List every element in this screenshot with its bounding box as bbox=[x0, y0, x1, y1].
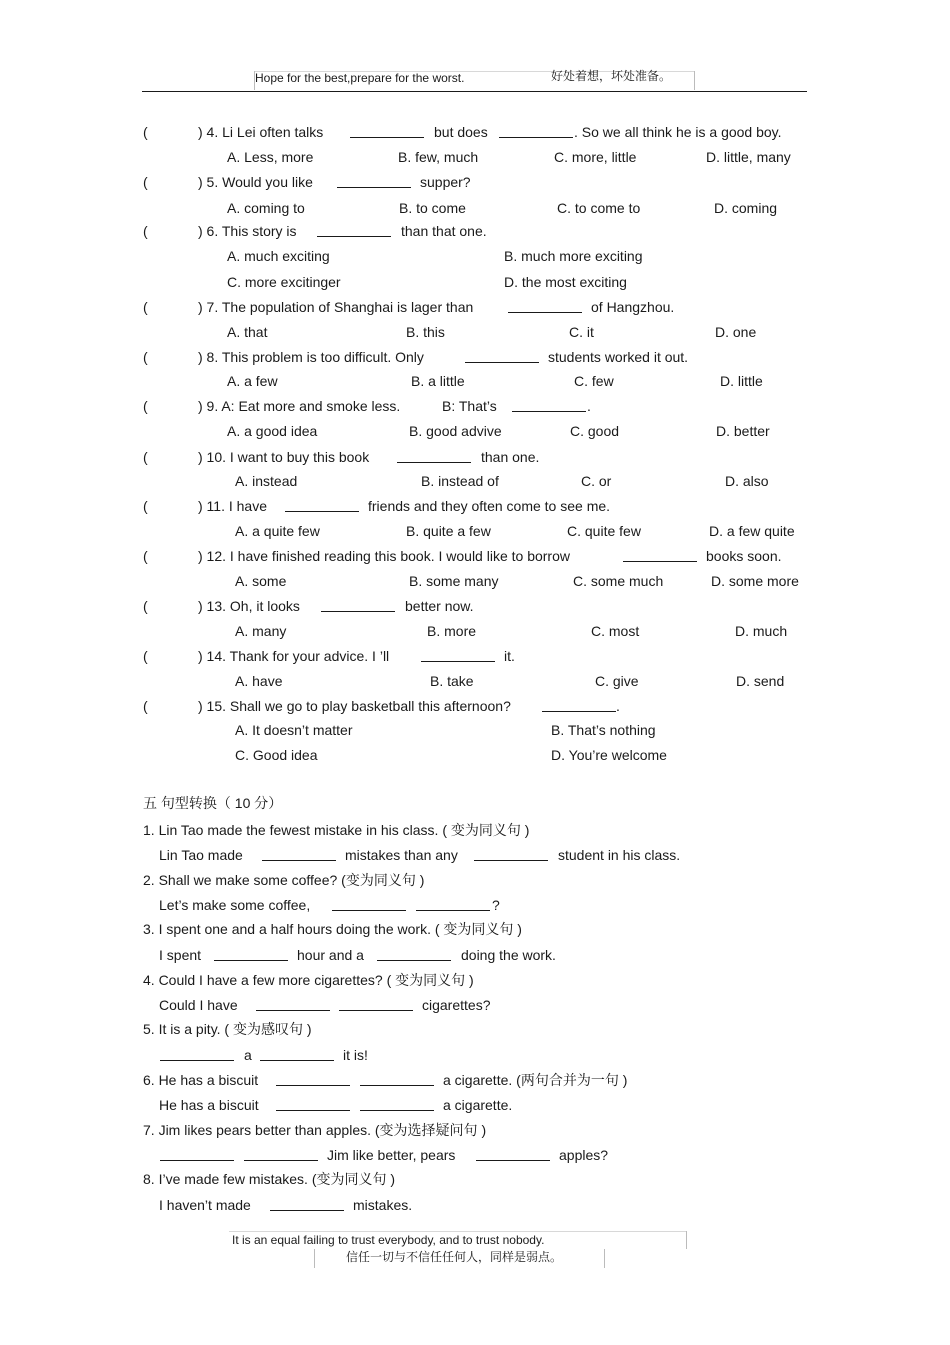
blank[interactable] bbox=[244, 1148, 318, 1161]
option-b: B. this bbox=[406, 324, 445, 340]
option-a: A. some bbox=[235, 573, 287, 589]
blank[interactable] bbox=[360, 1073, 434, 1086]
question-text: ) 14. Thank for your advice. I ’ll bbox=[198, 648, 390, 664]
transform-answer-text: a cigarette. bbox=[443, 1097, 513, 1113]
blank[interactable] bbox=[160, 1148, 234, 1161]
option-b: B. some many bbox=[409, 573, 499, 589]
question-text-end: than that one. bbox=[401, 223, 487, 239]
blank[interactable] bbox=[276, 1073, 350, 1086]
option-b: B. much more exciting bbox=[504, 248, 643, 264]
option-d: D. You’re welcome bbox=[551, 747, 667, 763]
question-text: ) 5. Would you like bbox=[198, 174, 313, 190]
answer-paren[interactable]: ( bbox=[143, 124, 148, 140]
footer-box-left bbox=[314, 1249, 315, 1268]
option-d: D. the most exciting bbox=[504, 274, 627, 290]
option-b: B. a little bbox=[411, 373, 465, 389]
transform-question: 6. He has a biscuit bbox=[143, 1072, 259, 1088]
blank[interactable] bbox=[465, 350, 539, 363]
answer-paren[interactable]: ( bbox=[143, 698, 148, 714]
blank[interactable] bbox=[214, 948, 288, 961]
footer-box-top bbox=[229, 1231, 687, 1232]
blank[interactable] bbox=[321, 599, 395, 612]
blank[interactable] bbox=[421, 649, 495, 662]
answer-paren[interactable]: ( bbox=[143, 548, 148, 564]
option-a: A. a good idea bbox=[227, 423, 318, 439]
transform-answer-text: student in his class. bbox=[558, 847, 681, 863]
header-english: Hope for the best,prepare for the worst. bbox=[255, 71, 465, 85]
blank[interactable] bbox=[499, 125, 573, 138]
transform-question: 7. Jim likes pears better than apples. (变为选择疑问句 ) bbox=[143, 1122, 487, 1138]
option-c: C. Good idea bbox=[235, 747, 318, 763]
blank[interactable] bbox=[508, 300, 582, 313]
option-a: A. many bbox=[235, 623, 287, 639]
option-b: B. quite a few bbox=[406, 523, 491, 539]
question-text-end: friends and they often come to see me. bbox=[368, 498, 611, 514]
transform-answer-text: Jim like better, pears bbox=[327, 1147, 456, 1163]
question-text: ) 4. Li Lei often talks bbox=[198, 124, 324, 140]
footer-chinese: 信任一切与不信任任何人，同样是弱点。 bbox=[346, 1250, 563, 1264]
transform-question: 3. I spent one and a half hours doing the work. ( 变为同义句 ) bbox=[143, 921, 522, 937]
option-c: C. it bbox=[569, 324, 594, 340]
question-text-end: . bbox=[616, 698, 620, 714]
question-text-end: than one. bbox=[481, 449, 540, 465]
question-text-end: supper? bbox=[420, 174, 471, 190]
blank[interactable] bbox=[262, 848, 336, 861]
blank[interactable] bbox=[360, 1098, 434, 1111]
option-a: A. much exciting bbox=[227, 248, 330, 264]
transform-question: 4. Could I have a few more cigarettes? ( 变为同义句 ) bbox=[143, 972, 474, 988]
transform-answer-text: mistakes than any bbox=[345, 847, 458, 863]
question-text-end: students worked it out. bbox=[548, 349, 689, 365]
question-text-end: of Hangzhou. bbox=[591, 299, 675, 315]
answer-paren[interactable]: ( bbox=[143, 449, 148, 465]
option-d: D. little bbox=[720, 373, 763, 389]
transform-answer-text: it is! bbox=[343, 1047, 368, 1063]
answer-paren[interactable]: ( bbox=[143, 598, 148, 614]
option-c: C. some much bbox=[573, 573, 664, 589]
answer-paren[interactable]: ( bbox=[143, 398, 148, 414]
blank[interactable] bbox=[350, 125, 424, 138]
blank[interactable] bbox=[377, 948, 451, 961]
option-d: D. a few quite bbox=[709, 523, 795, 539]
option-d: D. also bbox=[725, 473, 769, 489]
option-b: B. to come bbox=[399, 200, 466, 216]
blank[interactable] bbox=[160, 1048, 234, 1061]
option-a: A. that bbox=[227, 324, 268, 340]
question-text: ) 6. This story is bbox=[198, 223, 297, 239]
transform-answer-text: apples? bbox=[559, 1147, 609, 1163]
footer-box-right-2 bbox=[604, 1249, 605, 1268]
option-c: C. quite few bbox=[567, 523, 641, 539]
blank[interactable] bbox=[397, 450, 471, 463]
option-a: A. coming to bbox=[227, 200, 305, 216]
option-c: C. give bbox=[595, 673, 639, 689]
option-d: D. send bbox=[736, 673, 785, 689]
footer-english: It is an equal failing to trust everybody, and to trust nobody. bbox=[232, 1233, 545, 1247]
question-text: ) 9. A: Eat more and smoke less. bbox=[198, 398, 401, 414]
transform-answer-text: He has a biscuit bbox=[159, 1097, 259, 1113]
transform-answer-text: mistakes. bbox=[353, 1197, 413, 1213]
option-d: D. some more bbox=[711, 573, 799, 589]
option-a: A. a quite few bbox=[235, 523, 320, 539]
option-d: D. better bbox=[716, 423, 770, 439]
question-text: ) 7. The population of Shanghai is lager than bbox=[198, 299, 474, 315]
option-a: A. It doesn’t matter bbox=[235, 722, 353, 738]
question-text-mid: but does bbox=[434, 124, 488, 140]
option-b: B. few, much bbox=[398, 149, 479, 165]
option-a: A. Less, more bbox=[227, 149, 314, 165]
question-text: ) 11. I have bbox=[198, 498, 268, 514]
question-text-end: . So we all think he is a good boy. bbox=[574, 124, 782, 140]
question-text: ) 10. I want to buy this book bbox=[198, 449, 370, 465]
blank[interactable] bbox=[317, 224, 391, 237]
answer-paren[interactable]: ( bbox=[143, 299, 148, 315]
question-text: ) 8. This problem is too difficult. Only bbox=[198, 349, 424, 365]
question-text: ) 15. Shall we go to play basketball this afternoon? bbox=[198, 698, 511, 714]
blank[interactable] bbox=[623, 549, 697, 562]
section-title: 五 句型转换（ 10 分） bbox=[143, 795, 283, 811]
option-b: B. That’s nothing bbox=[551, 722, 656, 738]
option-c: C. to come to bbox=[557, 200, 641, 216]
blank[interactable] bbox=[332, 898, 406, 911]
transform-answer-text: doing the work. bbox=[461, 947, 556, 963]
answer-paren[interactable]: ( bbox=[143, 223, 148, 239]
blank[interactable] bbox=[339, 998, 413, 1011]
option-d: D. coming bbox=[714, 200, 778, 216]
header-chinese: 好处着想，坏处准备。 bbox=[551, 69, 672, 83]
question-text-end: books soon. bbox=[706, 548, 782, 564]
transform-answer-text: Let’s make some coffee, bbox=[159, 897, 311, 913]
question-text-mid: B: That’s bbox=[442, 398, 497, 414]
option-c: C. more excitinger bbox=[227, 274, 341, 290]
question-text-end: better now. bbox=[405, 598, 474, 614]
option-c: C. good bbox=[570, 423, 620, 439]
option-b: B. take bbox=[430, 673, 474, 689]
question-text-end: . bbox=[587, 398, 591, 414]
transform-answer-text: cigarettes? bbox=[422, 997, 491, 1013]
option-c: C. more, little bbox=[554, 149, 637, 165]
transform-answer-text: a bbox=[244, 1047, 252, 1063]
answer-paren[interactable]: ( bbox=[143, 498, 148, 514]
option-a: A. have bbox=[235, 673, 283, 689]
transform-answer-text: Could I have bbox=[159, 997, 238, 1013]
header-rule bbox=[142, 91, 807, 92]
question-text: ) 12. I have finished reading this book. I would like to borrow bbox=[198, 548, 570, 564]
answer-paren[interactable]: ( bbox=[143, 174, 148, 190]
transform-question: 2. Shall we make some coffee? (变为同义句 ) bbox=[143, 872, 425, 888]
transform-answer-text: ? bbox=[492, 897, 500, 913]
blank[interactable] bbox=[256, 998, 330, 1011]
option-d: D. one bbox=[715, 324, 757, 340]
blank[interactable] bbox=[260, 1048, 334, 1061]
answer-paren[interactable]: ( bbox=[143, 648, 148, 664]
option-b: B. more bbox=[427, 623, 477, 639]
blank[interactable] bbox=[542, 699, 616, 712]
blank[interactable] bbox=[416, 898, 490, 911]
option-c: C. most bbox=[591, 623, 640, 639]
blank[interactable] bbox=[476, 1148, 550, 1161]
transform-answer-text: hour and a bbox=[297, 947, 364, 963]
blank[interactable] bbox=[285, 499, 359, 512]
transform-question-end: a cigarette. (两句合并为一句 ) bbox=[443, 1072, 628, 1088]
option-a: A. instead bbox=[235, 473, 298, 489]
header-box-right bbox=[694, 71, 695, 90]
blank[interactable] bbox=[337, 175, 411, 188]
option-b: B. good advive bbox=[409, 423, 502, 439]
transform-answer-text: I spent bbox=[159, 947, 202, 963]
question-text: ) 13. Oh, it looks bbox=[198, 598, 300, 614]
option-b: B. instead of bbox=[421, 473, 499, 489]
transform-question: 8. I’ve made few mistakes. (变为同义句 ) bbox=[143, 1171, 396, 1187]
footer-box-right bbox=[686, 1231, 687, 1249]
blank[interactable] bbox=[276, 1098, 350, 1111]
option-d: D. little, many bbox=[706, 149, 791, 165]
transform-answer-text: Lin Tao made bbox=[159, 847, 243, 863]
transform-question: 5. It is a pity. ( 变为感叹句 ) bbox=[143, 1021, 312, 1037]
blank[interactable] bbox=[512, 399, 586, 412]
option-a: A. a few bbox=[227, 373, 278, 389]
blank[interactable] bbox=[270, 1198, 344, 1211]
blank[interactable] bbox=[474, 848, 548, 861]
option-c: C. few bbox=[574, 373, 614, 389]
transform-question: 1. Lin Tao made the fewest mistake in his class. ( 变为同义句 ) bbox=[143, 822, 530, 838]
answer-paren[interactable]: ( bbox=[143, 349, 148, 365]
option-c: C. or bbox=[581, 473, 612, 489]
option-d: D. much bbox=[735, 623, 788, 639]
question-text-end: it. bbox=[504, 648, 515, 664]
transform-answer-text: I haven’t made bbox=[159, 1197, 251, 1213]
